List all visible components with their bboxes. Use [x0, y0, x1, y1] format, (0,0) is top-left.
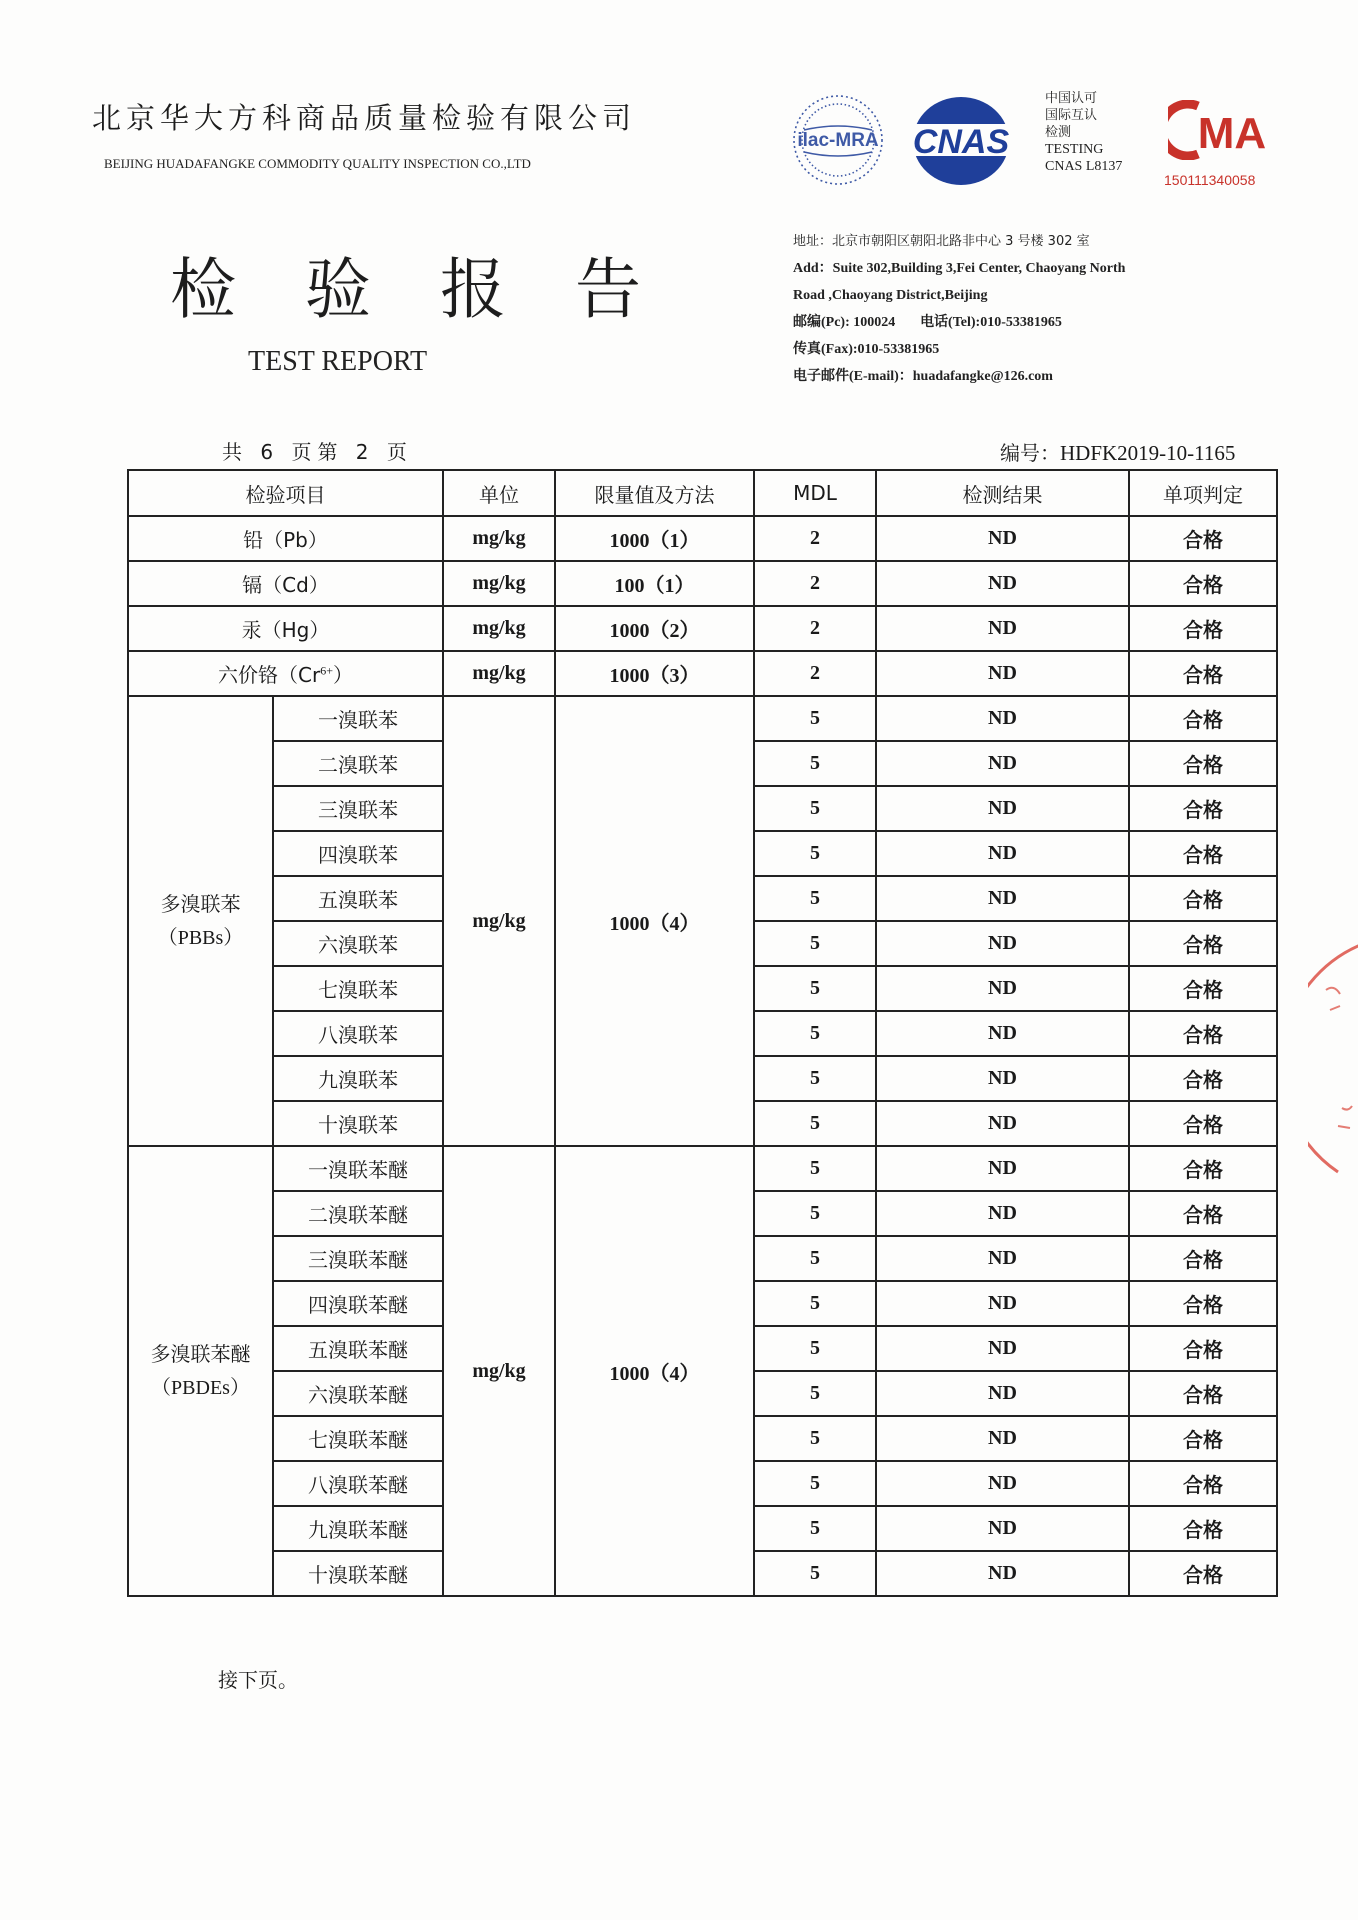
sub-item-cell: 七溴联苯醚 [273, 1416, 443, 1461]
verdict-cell: 合格 [1129, 1146, 1277, 1191]
table-row [128, 516, 1277, 561]
mdl-cell: 5 [754, 966, 876, 1011]
ilac-mra-logo-icon [790, 92, 886, 188]
unit-cell: mg/kg [443, 561, 555, 606]
accreditation-text [1045, 90, 1122, 175]
mdl-cell: 2 [754, 561, 876, 606]
result-cell: ND [876, 516, 1129, 561]
results-table [127, 469, 1278, 1597]
fax: 传真(Fax):010-53381965 [793, 342, 940, 357]
sub-item-cell: 六溴联苯醚 [273, 1371, 443, 1416]
unit-cell: mg/kg [443, 606, 555, 651]
mdl-cell: 5 [754, 1011, 876, 1056]
sub-item-cell: 五溴联苯醚 [273, 1326, 443, 1371]
unit-cell: mg/kg [443, 651, 555, 696]
sub-item-cell: 七溴联苯 [273, 966, 443, 1011]
group-unit-cell: mg/kg [443, 696, 555, 1146]
sub-item-cell: 二溴联苯醚 [273, 1191, 443, 1236]
item-name: 六价铬（Cr [218, 663, 321, 687]
seal-stamp-icon [1308, 940, 1358, 1180]
verdict-cell: 合格 [1129, 1326, 1277, 1371]
sub-item-cell: 四溴联苯醚 [273, 1281, 443, 1326]
mdl-cell: 5 [754, 1281, 876, 1326]
result-cell: ND [876, 966, 1129, 1011]
item-cell: 汞（Hg） [128, 606, 443, 651]
limit-cell: 1000（1） [555, 516, 754, 561]
item-cell: 镉（Cd） [128, 561, 443, 606]
sub-item-cell: 八溴联苯醚 [273, 1461, 443, 1506]
result-cell: ND [876, 741, 1129, 786]
result-cell: ND [876, 1416, 1129, 1461]
result-cell: ND [876, 1191, 1129, 1236]
verdict-cell: 合格 [1129, 696, 1277, 741]
postcode: 邮编(Pc): 100024 [793, 315, 896, 330]
postcode-tel-line [793, 309, 1125, 336]
address-block [793, 228, 1125, 390]
verdict-cell: 合格 [1129, 561, 1277, 606]
cert-line-2: 国际互认 [1045, 108, 1098, 123]
sub-item-cell: 六溴联苯 [273, 921, 443, 966]
result-cell: ND [876, 696, 1129, 741]
mdl-cell: 2 [754, 651, 876, 696]
result-cell: ND [876, 1506, 1129, 1551]
header-verdict: 单项判定 [1129, 470, 1277, 516]
sub-item-cell: 九溴联苯醚 [273, 1506, 443, 1551]
group-limit-cell: 1000（4） [555, 1146, 754, 1596]
cma-label: MA [1197, 109, 1267, 158]
mdl-cell: 5 [754, 876, 876, 921]
report-number-label: 编号： [1000, 441, 1060, 465]
verdict-cell: 合格 [1129, 651, 1277, 696]
group-unit-cell: mg/kg [443, 1146, 555, 1596]
header-mdl: MDL [754, 470, 876, 516]
continue-note: 接下页。 [218, 1668, 298, 1692]
group-name-cn: 多溴联苯 [160, 892, 241, 916]
mdl-cell: 5 [754, 1416, 876, 1461]
cert-line-1: 中国认可 [1045, 91, 1098, 106]
mdl-cell: 5 [754, 831, 876, 876]
group-name-en: （PBBs） [157, 927, 244, 949]
verdict-cell: 合格 [1129, 606, 1277, 651]
sub-item-cell: 一溴联苯醚 [273, 1146, 443, 1191]
group-name-cn: 多溴联苯醚 [150, 1342, 251, 1366]
sub-item-cell: 三溴联苯 [273, 786, 443, 831]
report-number [1000, 437, 1235, 466]
sub-item-cell: 九溴联苯 [273, 1056, 443, 1101]
verdict-cell: 合格 [1129, 516, 1277, 561]
limit-cell: 1000（2） [555, 606, 754, 651]
mdl-cell: 2 [754, 516, 876, 561]
verdict-cell: 合格 [1129, 831, 1277, 876]
verdict-cell: 合格 [1129, 876, 1277, 921]
sub-item-cell: 五溴联苯 [273, 876, 443, 921]
ilac-label: ilac-MRA [797, 130, 879, 151]
telephone: 电话(Tel):010-53381965 [920, 315, 1062, 330]
mdl-cell: 5 [754, 1506, 876, 1551]
verdict-cell: 合格 [1129, 786, 1277, 831]
result-cell: ND [876, 1011, 1129, 1056]
verdict-cell: 合格 [1129, 1236, 1277, 1281]
group-name-en: （PBDEs） [151, 1377, 250, 1399]
verdict-cell: 合格 [1129, 1551, 1277, 1596]
verdict-cell: 合格 [1129, 1416, 1277, 1461]
verdict-cell: 合格 [1129, 1281, 1277, 1326]
result-cell: ND [876, 1326, 1129, 1371]
verdict-cell: 合格 [1129, 741, 1277, 786]
cnas-logo-icon [902, 94, 1020, 188]
result-cell: ND [876, 921, 1129, 966]
group-name-cell [128, 696, 273, 1146]
mdl-cell: 5 [754, 1056, 876, 1101]
group-name-cell [128, 1146, 273, 1596]
limit-cell: 100（1） [555, 561, 754, 606]
item-cell [128, 651, 443, 696]
address-en-line1: Add：Suite 302,Building 3,Fei Center, Chaoyang North [793, 261, 1126, 276]
header-unit: 单位 [443, 470, 555, 516]
cma-logo-icon [1168, 100, 1278, 160]
results-table-body [128, 470, 1277, 1596]
result-cell: ND [876, 1461, 1129, 1506]
result-cell: ND [876, 606, 1129, 651]
table-row [128, 696, 1277, 741]
limit-cell: 1000（3） [555, 651, 754, 696]
mdl-cell: 2 [754, 606, 876, 651]
verdict-cell: 合格 [1129, 1461, 1277, 1506]
sub-item-cell: 一溴联苯 [273, 696, 443, 741]
mdl-cell: 5 [754, 696, 876, 741]
mdl-cell: 5 [754, 741, 876, 786]
mdl-cell: 5 [754, 921, 876, 966]
cert-line-3: 检测 [1045, 125, 1072, 140]
cert-line-4: TESTING [1045, 142, 1104, 157]
email: 电子邮件(E-mail)：huadafangke@126.com [793, 369, 1053, 384]
item-superscript: 6+ [320, 663, 333, 678]
sub-item-cell: 二溴联苯 [273, 741, 443, 786]
result-cell: ND [876, 1101, 1129, 1146]
group-limit-cell: 1000（4） [555, 696, 754, 1146]
cma-number: 150111340058 [1164, 172, 1256, 188]
company-name-en: BEIJING HUADAFANGKE COMMODITY QUALITY INSPECTION CO.,LTD [104, 156, 531, 171]
report-title-en: TEST REPORT [248, 346, 428, 377]
result-cell: ND [876, 1146, 1129, 1191]
verdict-cell: 合格 [1129, 966, 1277, 1011]
mdl-cell: 5 [754, 1371, 876, 1416]
mdl-cell: 5 [754, 1236, 876, 1281]
result-cell: ND [876, 876, 1129, 921]
address-en-line2: Road ,Chaoyang District,Beijing [793, 288, 988, 303]
result-cell: ND [876, 786, 1129, 831]
result-cell: ND [876, 561, 1129, 606]
report-title-cn: 检 验 报 告 [170, 251, 665, 328]
header-item: 检验项目 [128, 470, 443, 516]
result-cell: ND [876, 1056, 1129, 1101]
address-cn: 地址：北京市朝阳区朝阳北路非中心 3 号楼 302 室 [793, 234, 1090, 249]
table-row [128, 651, 1277, 696]
verdict-cell: 合格 [1129, 1371, 1277, 1416]
mdl-cell: 5 [754, 1551, 876, 1596]
verdict-cell: 合格 [1129, 1056, 1277, 1101]
mdl-cell: 5 [754, 786, 876, 831]
header-result: 检测结果 [876, 470, 1129, 516]
sub-item-cell: 十溴联苯醚 [273, 1551, 443, 1596]
mdl-cell: 5 [754, 1146, 876, 1191]
table-row [128, 561, 1277, 606]
result-cell: ND [876, 1281, 1129, 1326]
item-name-end: ） [332, 663, 353, 687]
accreditation-logos [790, 86, 1290, 196]
verdict-cell: 合格 [1129, 1506, 1277, 1551]
verdict-cell: 合格 [1129, 1101, 1277, 1146]
sub-item-cell: 三溴联苯醚 [273, 1236, 443, 1281]
header-limit: 限量值及方法 [555, 470, 754, 516]
table-header-row [128, 470, 1277, 516]
verdict-cell: 合格 [1129, 1191, 1277, 1236]
result-cell: ND [876, 1236, 1129, 1281]
verdict-cell: 合格 [1129, 1011, 1277, 1056]
sub-item-cell: 十溴联苯 [273, 1101, 443, 1146]
result-cell: ND [876, 1551, 1129, 1596]
page-count: 共 6 页第 2 页 [222, 440, 413, 464]
mdl-cell: 5 [754, 1326, 876, 1371]
verdict-cell: 合格 [1129, 921, 1277, 966]
sub-item-cell: 八溴联苯 [273, 1011, 443, 1056]
unit-cell: mg/kg [443, 516, 555, 561]
cert-line-5: CNAS L8137 [1045, 159, 1123, 174]
mdl-cell: 5 [754, 1101, 876, 1146]
result-cell: ND [876, 1371, 1129, 1416]
company-name-cn: 北京华大方科商品质量检验有限公司 [92, 101, 637, 135]
mdl-cell: 5 [754, 1191, 876, 1236]
item-cell: 铅（Pb） [128, 516, 443, 561]
mdl-cell: 5 [754, 1461, 876, 1506]
table-row [128, 1146, 1277, 1191]
sub-item-cell: 四溴联苯 [273, 831, 443, 876]
result-cell: ND [876, 831, 1129, 876]
report-number-value: HDFK2019-10-1165 [1060, 441, 1236, 465]
cnas-label: CNAS [912, 123, 1010, 161]
result-cell: ND [876, 651, 1129, 696]
table-row [128, 606, 1277, 651]
